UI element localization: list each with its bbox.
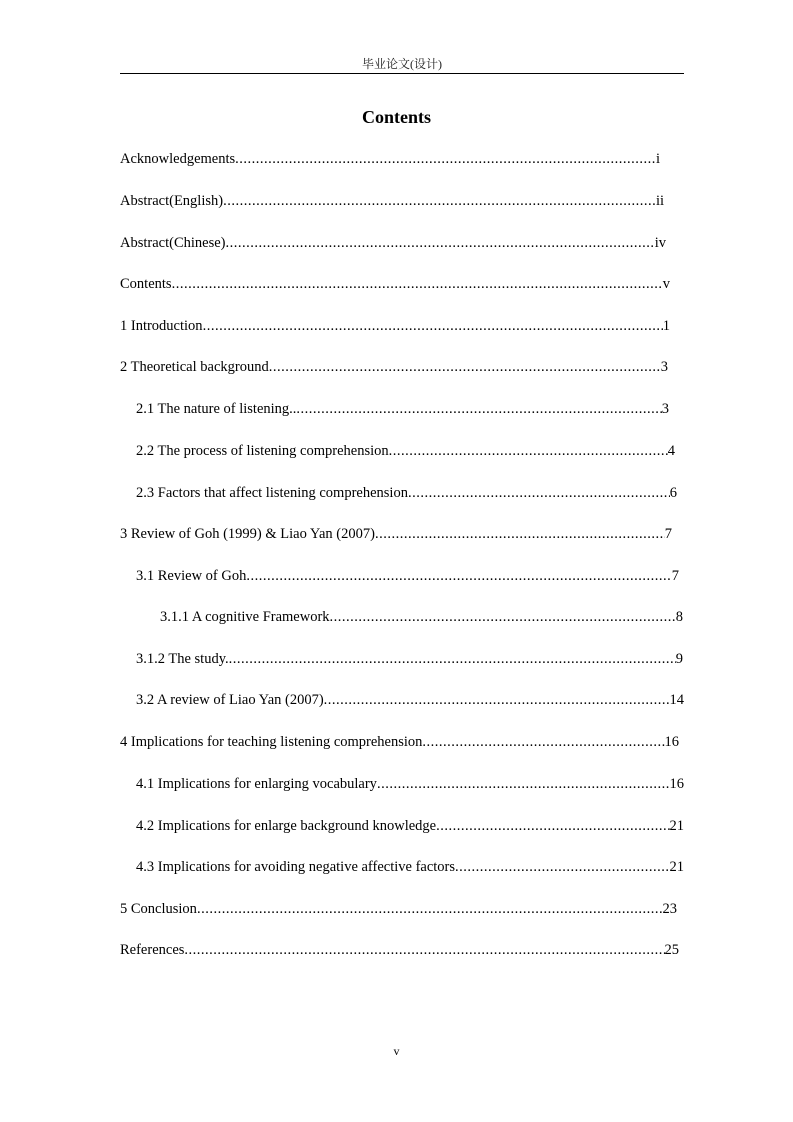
toc-entry bbox=[120, 191, 664, 211]
toc-entry-page: 8 bbox=[675, 609, 683, 625]
toc-leader-dots bbox=[184, 940, 664, 960]
toc-entry-page: 16 bbox=[664, 734, 679, 750]
toc-leader-dots bbox=[172, 274, 663, 294]
toc-leader-dots bbox=[422, 732, 664, 752]
toc-entry-page: 7 bbox=[671, 568, 679, 584]
toc-entry bbox=[120, 940, 679, 960]
toc-entry-label: 2.1 The nature of listening.. bbox=[136, 401, 297, 417]
toc-entry bbox=[136, 483, 677, 503]
toc-entry-label: 3.1.1 A cognitive Framework bbox=[160, 609, 330, 625]
toc-leader-dots bbox=[324, 690, 670, 710]
toc-entry bbox=[136, 857, 684, 877]
toc-leader-dots bbox=[455, 857, 669, 877]
toc-leader-dots bbox=[226, 233, 655, 253]
toc-entry-label: References bbox=[120, 942, 185, 958]
toc-entry-label: 4.2 Implications for enlarge background knowledge bbox=[136, 818, 437, 834]
toc-leader-dots bbox=[408, 483, 670, 503]
toc-entry-page: 7 bbox=[664, 526, 672, 542]
toc-entry bbox=[120, 524, 672, 544]
toc-entry bbox=[136, 399, 669, 419]
toc-leader-dots bbox=[269, 357, 661, 377]
toc-entry-label: 2.2 The process of listening comprehension bbox=[136, 443, 389, 459]
toc-entry bbox=[136, 816, 684, 836]
toc-leader-dots bbox=[246, 566, 671, 586]
toc-entry-page: iv bbox=[654, 235, 666, 251]
toc-entry-page: 4 bbox=[667, 443, 675, 459]
page-title: Contents bbox=[361, 107, 431, 127]
toc-entry-page: 21 bbox=[669, 818, 684, 834]
toc-entry-label: Acknowledgements bbox=[120, 151, 236, 167]
toc-entry-page: 1 bbox=[662, 318, 670, 334]
toc-entry bbox=[160, 607, 683, 627]
toc-leader-dots bbox=[223, 191, 656, 211]
toc-entry-page: 16 bbox=[669, 776, 684, 792]
page-number: v bbox=[393, 1044, 400, 1058]
toc-entry bbox=[136, 649, 683, 669]
toc-entry-label: Contents bbox=[120, 276, 172, 292]
toc-entry bbox=[136, 690, 684, 710]
running-header: 毕业论文(设计) bbox=[362, 57, 442, 71]
toc-leader-dots bbox=[389, 441, 668, 461]
toc-entry-label: Abstract(English) bbox=[120, 193, 224, 209]
toc-entry bbox=[136, 774, 684, 794]
toc-entry-label: 4.3 Implications for avoiding negative affective factors bbox=[136, 859, 456, 875]
toc-entry-label: 3.1.2 The study. bbox=[136, 651, 229, 667]
toc-entry-label: 4.1 Implications for enlarging vocabulary bbox=[136, 776, 377, 792]
toc-entry-label: 5 Conclusion bbox=[120, 901, 197, 917]
toc-entry-page: 3 bbox=[661, 401, 669, 417]
toc-entry bbox=[136, 441, 675, 461]
toc-entry-label: 4 Implications for teaching listening comprehension bbox=[120, 734, 423, 750]
toc-entry-page: 9 bbox=[675, 651, 683, 667]
toc-leader-dots bbox=[229, 649, 676, 669]
toc-entry bbox=[120, 149, 660, 169]
toc-entry-label: 3.2 A review of Liao Yan (2007) bbox=[136, 692, 324, 708]
toc-entry bbox=[120, 732, 679, 752]
toc-entry bbox=[120, 316, 670, 336]
toc-entry-page: 14 bbox=[669, 692, 684, 708]
toc-entry-page: ii bbox=[655, 193, 664, 209]
toc-entry-label: 2.3 Factors that affect listening comprehension bbox=[136, 485, 408, 501]
toc-entry bbox=[120, 899, 677, 919]
toc-entry-label: 1 Introduction bbox=[120, 318, 203, 334]
toc-entry-label: 2 Theoretical background bbox=[120, 359, 269, 375]
toc-entry-label: 3 Review of Goh (1999) & Liao Yan (2007) bbox=[120, 526, 375, 542]
toc-entry bbox=[120, 357, 668, 377]
toc-leader-dots bbox=[436, 816, 669, 836]
toc-leader-dots bbox=[197, 899, 663, 919]
toc-entry-page: 21 bbox=[669, 859, 684, 875]
toc-entry bbox=[136, 566, 679, 586]
toc-leader-dots bbox=[377, 774, 670, 794]
toc-entry-page: 23 bbox=[662, 901, 677, 917]
toc-leader-dots bbox=[235, 149, 656, 169]
toc-leader-dots bbox=[296, 399, 661, 419]
toc-entry-page: 25 bbox=[664, 942, 679, 958]
toc-entry-page: 6 bbox=[669, 485, 677, 501]
toc-leader-dots bbox=[375, 524, 665, 544]
toc-leader-dots bbox=[203, 316, 663, 336]
toc-leader-dots bbox=[330, 607, 676, 627]
toc-entry-page: v bbox=[662, 276, 670, 292]
toc-entry bbox=[120, 274, 670, 294]
toc-entry-page: 3 bbox=[660, 359, 668, 375]
toc-entry-label: 3.1 Review of Goh bbox=[136, 568, 247, 584]
toc-entry-page: i bbox=[655, 151, 660, 167]
toc-entry bbox=[120, 233, 666, 253]
toc-entry-label: Abstract(Chinese) bbox=[120, 235, 226, 251]
